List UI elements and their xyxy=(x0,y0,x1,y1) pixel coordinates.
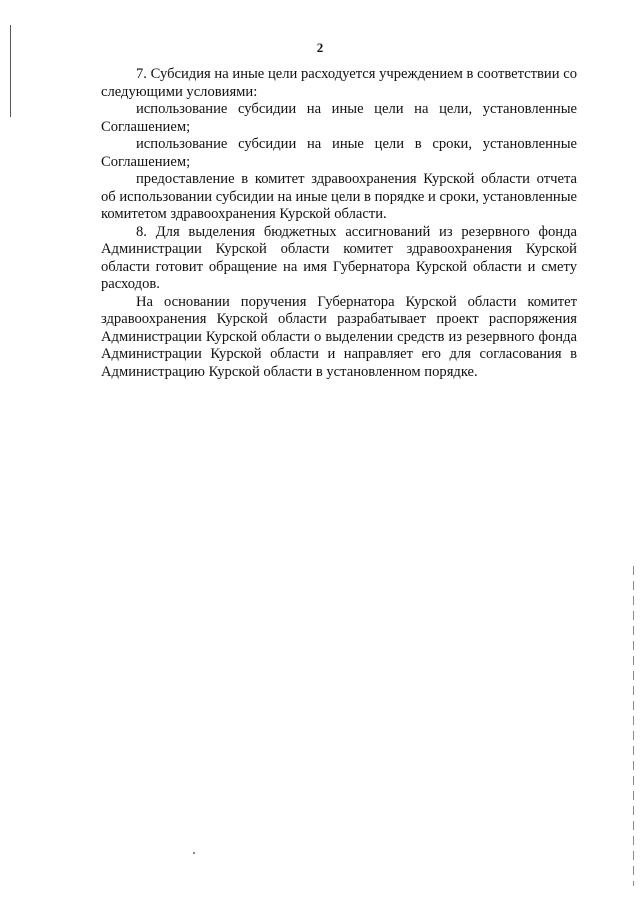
paragraph-7-intro: 7. Субсидия на иные цели расходуется учреждением в соответствии со следующими условиями: xyxy=(101,66,577,100)
condition-deadline: использование субсидии на иные цели в сроки, установленные Соглашением; xyxy=(101,136,577,170)
scan-edge-mark-right xyxy=(633,566,634,886)
scan-speck xyxy=(193,852,195,854)
page-number: 2 xyxy=(316,40,324,55)
condition-purpose: использование субсидии на иные цели на цели, установленные Соглашением; xyxy=(101,101,577,135)
scan-edge-mark-left xyxy=(10,25,11,117)
condition-report: предоставление в комитет здравоохранения Курской области отчета об использовании субсидии на иные цели в порядке и сроки, установленные комитетом здравоохранения Курской области. xyxy=(101,171,577,222)
paragraph-governor-order: На основании поручения Губернатора Курской области комитет здравоохранения Курской области разрабатывает проект распоряжения Администрации Курской области о выделении средств из резервного фонда Администрации Курской области и направляет его для согласования в Администрацию Курской области в установленном порядке. xyxy=(101,293,577,380)
paragraph-8: 8. Для выделения бюджетных ассигнований из резервного фонда Администрации Курской области комитет здравоохранения Курской области готовит обращение на имя Губернатора Курской области и смету расходов. xyxy=(101,223,577,292)
document-body xyxy=(101,66,577,381)
